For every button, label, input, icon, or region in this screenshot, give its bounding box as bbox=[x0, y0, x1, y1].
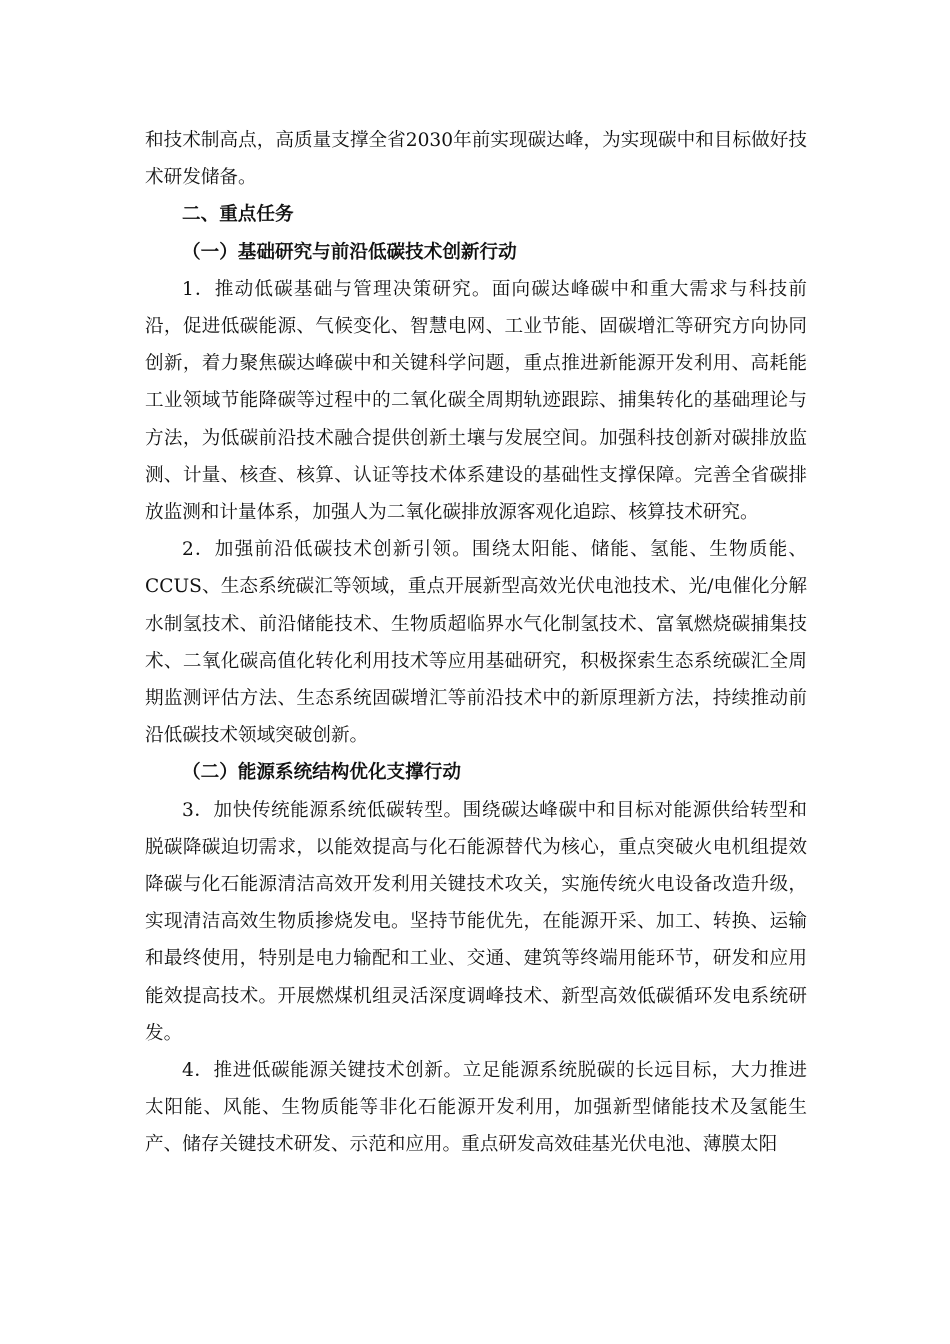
paragraph-item-2: 2．加强前沿低碳技术创新引领。围绕太阳能、储能、氢能、生物质能、CCUS、生态系统碳汇等领域，重点开展新型高效光伏电池技术、光/电催化分解水制氢技术、前沿储能技术、生物质超临界水气化制氢技术、富氧燃烧碳捕集技术、二氧化碳高值化转化利用技术等应用基础研究，积极探索生态系统碳汇全周期监测评估方法、生态系统固碳增汇等前沿技术中的新原理新方法，持续推动前沿低碳技术领域突破创新。 bbox=[145, 539, 807, 747]
paragraph-continuation: 和技术制高点，高质量支撑全省2030年前实现碳达峰，为实现碳中和目标做好技术研发储备。 bbox=[145, 130, 807, 189]
document-body bbox=[145, 122, 807, 1164]
paragraph-item-1: 1．推动低碳基础与管理决策研究。面向碳达峰碳中和重大需求与科技前沿，促进低碳能源、气候变化、智慧电网、工业节能、固碳增汇等研究方向协同创新，着力聚焦碳达峰碳中和关键科学问题，重点推进新能源开发利用、高耗能工业领域节能降碳等过程中的二氧化碳全周期轨迹跟踪、捕集转化的基础理论与方法，为低碳前沿技术融合提供创新土壤与发展空间。加强科技创新对碳排放监测、计量、核查、核算、认证等技术体系建设的基础性支撑保障。完善全省碳排放监测和计量体系，加强人为二氧化碳排放源客观化追踪、核算技术研究。 bbox=[145, 278, 807, 524]
subsection-heading-basic-research: （一）基础研究与前沿低碳技术创新行动 bbox=[182, 241, 517, 263]
paragraph-item-4: 4．推进低碳能源关键技术创新。立足能源系统脱碳的长远目标，大力推进太阳能、风能、生物质能等非化石能源开发利用，加强新型储能技术及氢能生产、储存关键技术研发、示范和应用。重点研发高效硅基光伏电池、薄膜太阳 bbox=[145, 1060, 807, 1156]
subsection-heading-energy-system: （二）能源系统结构优化支撑行动 bbox=[182, 762, 461, 784]
section-heading-key-tasks: 二、重点任务 bbox=[182, 204, 294, 226]
paragraph-item-3: 3．加快传统能源系统低碳转型。围绕碳达峰碳中和目标对能源供给转型和脱碳降碳迫切需求，以能效提高与化石能源替代为核心，重点突破火电机组提效降碳与化石能源清洁高效开发利用关键技术攻关，实施传统火电设备改造升级，实现清洁高效生物质掺烧发电。坚持节能优先，在能源开采、加工、转换、运输和最终使用，特别是电力输配和工业、交通、建筑等终端用能环节，研发和应用能效提高技术。开展燃煤机组灵活深度调峰技术、新型高效低碳循环发电系统研发。 bbox=[145, 799, 807, 1044]
